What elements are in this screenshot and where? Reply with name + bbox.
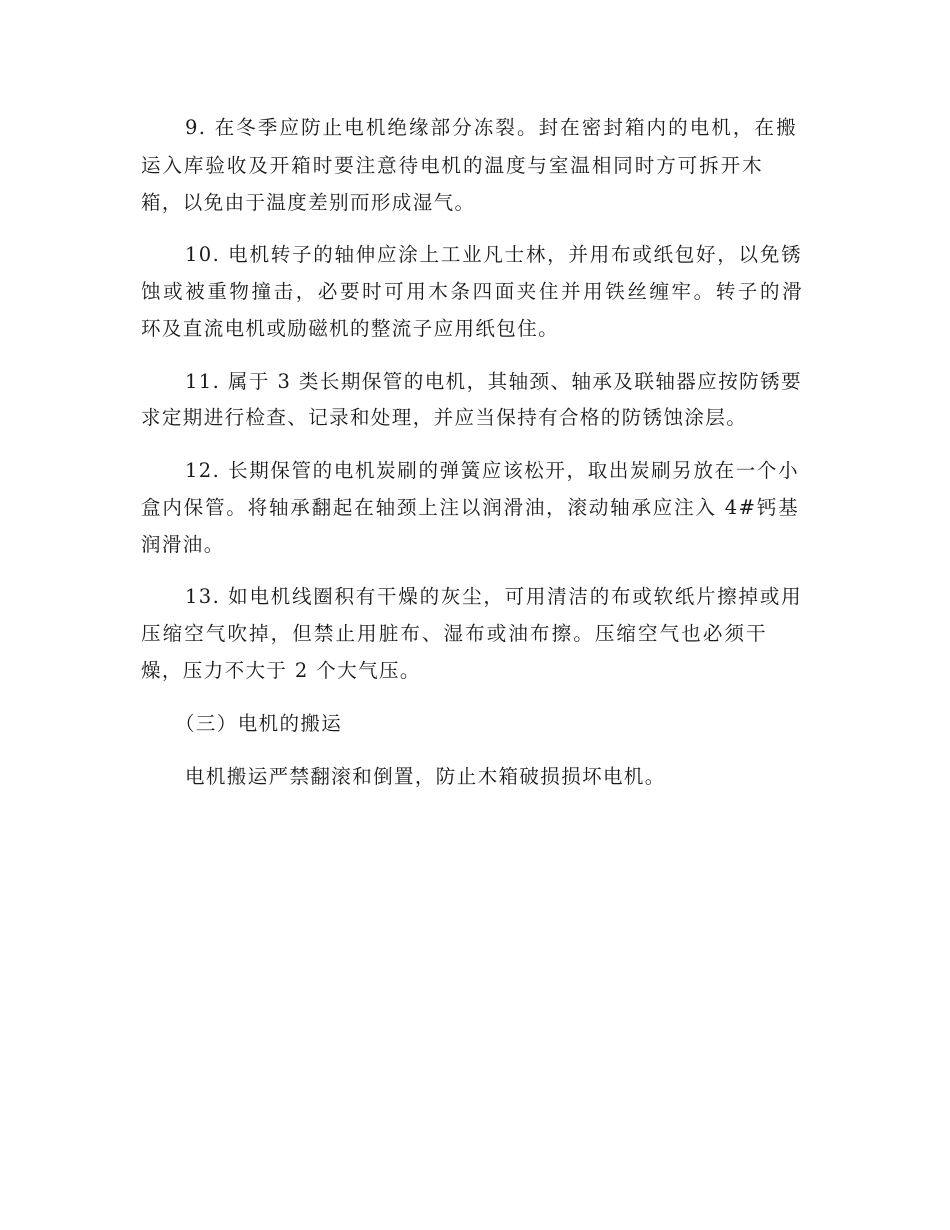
paragraph-12-line-1: 12. 长期保管的电机炭刷的弹簧应该松开，取出炭刷另放在一个小 <box>185 459 799 482</box>
paragraph-10-line-2: 蚀或被重物撞击，必要时可用木条四面夹住并用铁丝缠牢。转子的滑 <box>141 280 803 303</box>
paragraph-13-line-1: 13. 如电机线圈积有干燥的灰尘，可用清洁的布或软纸片擦掉或用 <box>185 585 802 608</box>
paragraph-13-line-2: 压缩空气吹掉，但禁止用脏布、湿布或油布擦。压缩空气也必须干 <box>141 622 767 645</box>
paragraph-12-line-2: 盒内保管。将轴承翻起在轴颈上注以润滑油，滚动轴承应注入 4#钙基 <box>141 496 799 519</box>
paragraph-11-line-2: 求定期进行检查、记录和处理，并应当保持有合格的防锈蚀涂层。 <box>141 406 748 429</box>
section-heading: （三）电机的搬运 <box>175 712 343 735</box>
paragraph-11-line-1: 11. 属于 3 类长期保管的电机，其轴颈、轴承及联轴器应按防锈要 <box>185 370 802 393</box>
paragraph-13-line-3: 燥，压力不大于 2 个大气压。 <box>141 659 421 682</box>
paragraph-9-line-2: 运入库验收及开箱时要注意待电机的温度与室温相同时方可拆开木 <box>141 154 763 177</box>
paragraph-9-line-3: 箱，以免由于温度差别而形成湿气。 <box>141 191 476 214</box>
paragraph-10-line-1: 10. 电机转子的轴伸应涂上工业凡士林，并用布或纸包好，以免锈 <box>185 243 802 266</box>
paragraph-10-line-3: 环及直流电机或励磁机的整流子应用纸包住。 <box>141 317 560 340</box>
paragraph-9-line-1: 9. 在冬季应防止电机绝缘部分冻裂。封在密封箱内的电机，在搬 <box>185 116 797 139</box>
paragraph-12-line-3: 润滑油。 <box>141 533 225 556</box>
section-body: 电机搬运严禁翻滚和倒置，防止木箱破损损坏电机。 <box>185 765 666 788</box>
